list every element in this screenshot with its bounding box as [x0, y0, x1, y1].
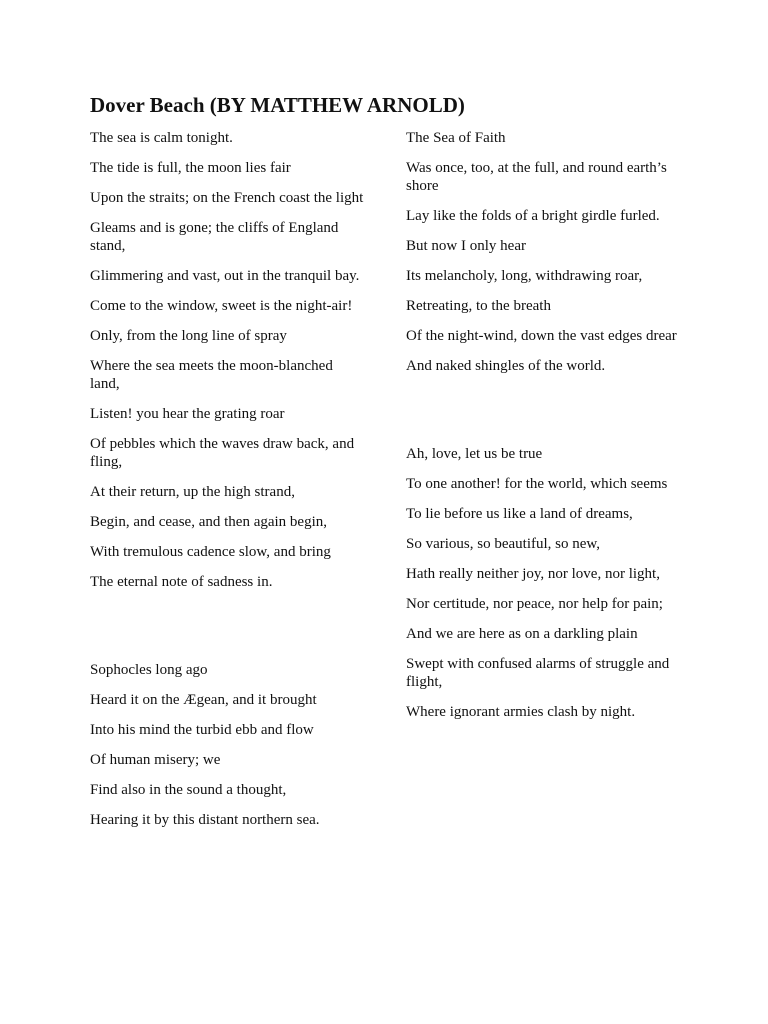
- stanza-4: [406, 445, 678, 721]
- poem-title: Dover Beach (BY MATTHEW ARNOLD): [90, 93, 465, 117]
- left-column: [90, 129, 366, 841]
- poem-line: The tide is full, the moon lies fair: [90, 160, 291, 176]
- poem-line: The eternal note of sadness in.: [90, 574, 273, 590]
- poem-line: Retreating, to the breath: [406, 298, 551, 314]
- stanza-2: [90, 661, 366, 829]
- poem-line: The Sea of Faith: [406, 130, 506, 146]
- poem-line: Find also in the sound a thought,: [90, 782, 287, 798]
- poem-line: At their return, up the high strand,: [90, 484, 295, 500]
- poem-line: And we are here as on a darkling plain: [406, 626, 638, 642]
- poem-line: Nor certitude, nor peace, nor help for pain;: [406, 596, 663, 612]
- poem-line: The sea is calm tonight.: [90, 130, 233, 146]
- poem-line: To lie before us like a land of dreams,: [406, 506, 633, 522]
- stanza-3: [406, 129, 678, 375]
- poem-line: Hath really neither joy, nor love, nor light,: [406, 566, 660, 582]
- poem-line: Into his mind the turbid ebb and flow: [90, 722, 314, 738]
- poem-line: Of human misery; we: [90, 752, 221, 768]
- stanza-spacer: [406, 387, 678, 445]
- poem-line: To one another! for the world, which seems: [406, 476, 668, 492]
- poem-line: Come to the window, sweet is the night-air!: [90, 298, 353, 314]
- right-column: [406, 129, 678, 733]
- poem-line: Of the night-wind, down the vast edges drear: [406, 328, 677, 344]
- poem-line: Its melancholy, long, withdrawing roar,: [406, 268, 643, 284]
- poem-line: Begin, and cease, and then again begin,: [90, 514, 327, 530]
- poem-line: Lay like the folds of a bright girdle furled.: [406, 208, 660, 224]
- poem-line: Only, from the long line of spray: [90, 328, 287, 344]
- poem-line: With tremulous cadence slow, and bring: [90, 544, 331, 560]
- poem-line: Hearing it by this distant northern sea.: [90, 812, 320, 828]
- poem-line: Upon the straits; on the French coast the light: [90, 190, 364, 206]
- poem-line: But now I only hear: [406, 238, 526, 254]
- poem-line: So various, so beautiful, so new,: [406, 536, 601, 552]
- poem-line: Glimmering and vast, out in the tranquil bay.: [90, 268, 360, 284]
- poem-line: Was once, too, at the full, and round earth’s shore: [406, 160, 667, 194]
- poem-line: Of pebbles which the waves draw back, and fling,: [90, 436, 355, 470]
- poem-line: Heard it on the Ægean, and it brought: [90, 692, 317, 708]
- poem-line: Swept with confused alarms of struggle and flight,: [406, 656, 670, 690]
- stanza-1: [90, 129, 366, 591]
- poem-line: Where ignorant armies clash by night.: [406, 704, 636, 720]
- poem-line: Sophocles long ago: [90, 662, 208, 678]
- stanza-spacer: [90, 603, 366, 661]
- poem-line: Ah, love, let us be true: [406, 446, 543, 462]
- poem-line: And naked shingles of the world.: [406, 358, 606, 374]
- poem-line: Gleams and is gone; the cliffs of England stand,: [90, 220, 339, 254]
- poem-line: Listen! you hear the grating roar: [90, 406, 285, 422]
- poem-line: Where the sea meets the moon-blanched land,: [90, 358, 333, 392]
